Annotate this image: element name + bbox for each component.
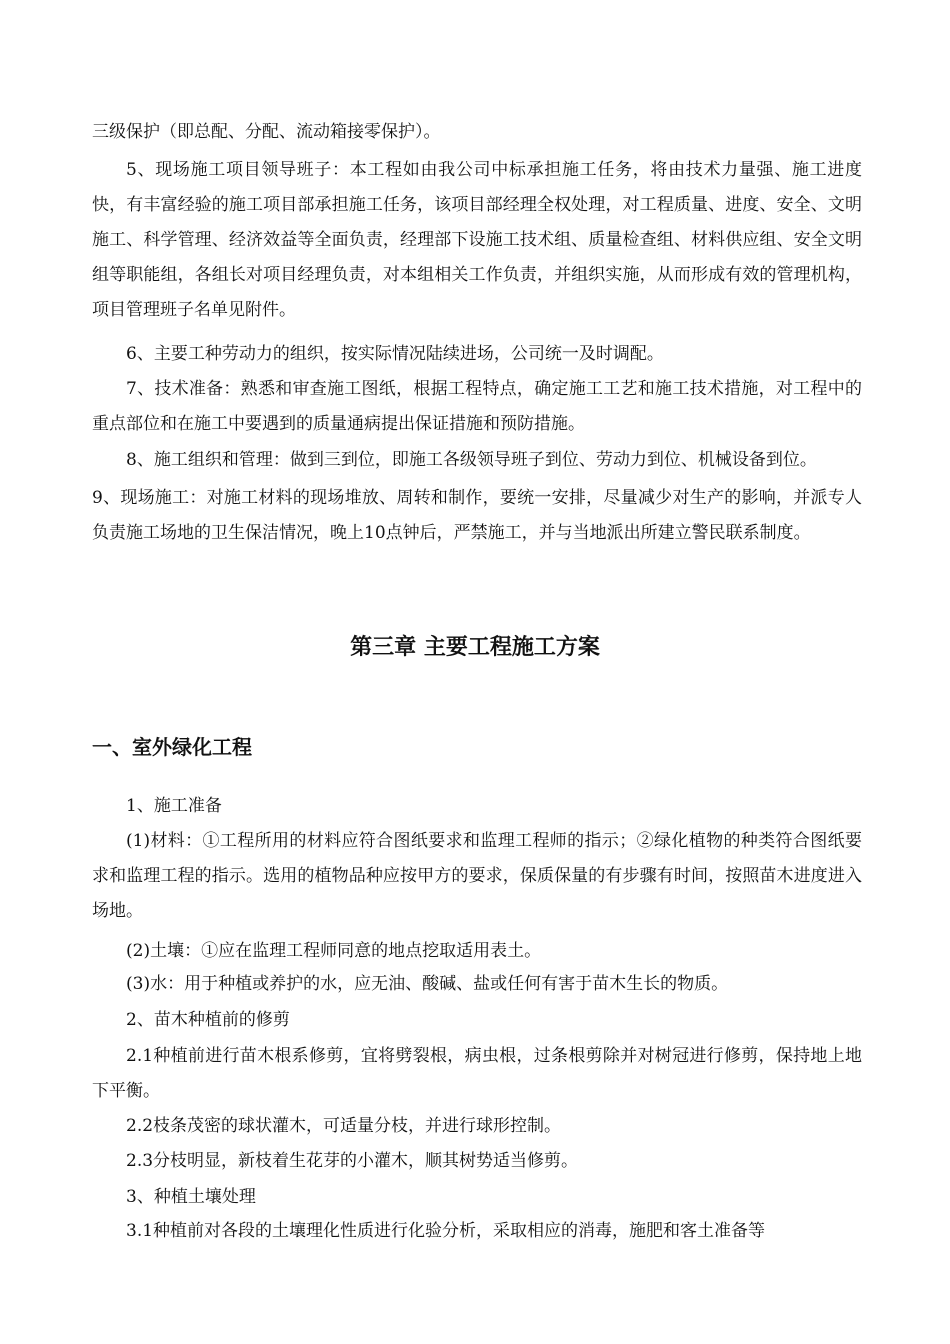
paragraph-item-9: 9、现场施工：对施工材料的现场堆放、周转和制作，要统一安排，尽量减少对生产的影响，并派专人负责施工场地的卫生保洁情况，晚上10点钟后，严禁施工，并与当地派出所建立警民联系制度。 [92,488,862,543]
item-pruning-2-3: 2.3分枝明显，新枝着生花芽的小灌木，顺其树势适当修剪。 [126,1151,579,1171]
item-pruning-heading: 2、苗木种植前的修剪 [126,1010,290,1030]
paragraph-item-5: 5、现场施工项目领导班子：本工程如由我公司中标承担施工任务，将由技术力量强、施工进度快，有丰富经验的施工项目部承担施工任务，该项目部经理全权处理，对工程质量、进度、安全、文明施工、科学管理、经济效益等全面负责，经理部下设施工技术组、质量检查组、材料供应组、安全文明组等职能组，各组长对项目经理负责，对本组相关工作负责，并组织实施，从而形成有效的管理机构，项目管理班子名单见附件。 [92,160,862,320]
paragraph-protection: 三级保护（即总配、分配、流动箱接零保护）。 [92,122,441,142]
item-water: (3)水：用于种植或养护的水，应无油、酸碱、盐或任何有害于苗木生长的物质。 [126,974,729,994]
item-soil-treatment-3-1: 3.1种植前对各段的土壤理化性质进行化验分析，采取相应的消毒，施肥和客土准备等 [126,1221,766,1241]
chapter-title: 第三章 主要工程施工方案 [350,635,600,660]
item-materials: (1)材料：①工程所用的材料应符合图纸要求和监理工程师的指示；②绿化植物的种类符合图纸要求和监理工程的指示。选用的植物品种应按甲方的要求，保质保量的有步骤有时间，按照苗木进度进入场地。 [92,831,862,921]
section-title: 一、室外绿化工程 [92,735,252,759]
paragraph-item-6: 6、主要工种劳动力的组织，按实际情况陆续进场，公司统一及时调配。 [126,344,664,364]
item-pruning-2-1: 2.1种植前进行苗木根系修剪，宜将劈裂根，病虫根，过条根剪除并对树冠进行修剪，保持地上地下平衡。 [92,1046,862,1101]
paragraph-item-7: 7、技术准备：熟悉和审查施工图纸，根据工程特点，确定施工工艺和施工技术措施，对工程中的重点部位和在施工中要遇到的质量通病提出保证措施和预防措施。 [92,379,862,434]
item-construction-preparation: 1、施工准备 [126,796,222,816]
item-soil-treatment-heading: 3、种植土壤处理 [126,1187,256,1207]
paragraph-item-8: 8、施工组织和管理：做到三到位，即施工各级领导班子到位、劳动力到位、机械设备到位。 [126,450,817,470]
item-pruning-2-2: 2.2枝条茂密的球状灌木，可适量分枝，并进行球形控制。 [126,1116,562,1136]
item-soil: (2)土壤：①应在监理工程师同意的地点挖取适用表土。 [126,941,542,961]
